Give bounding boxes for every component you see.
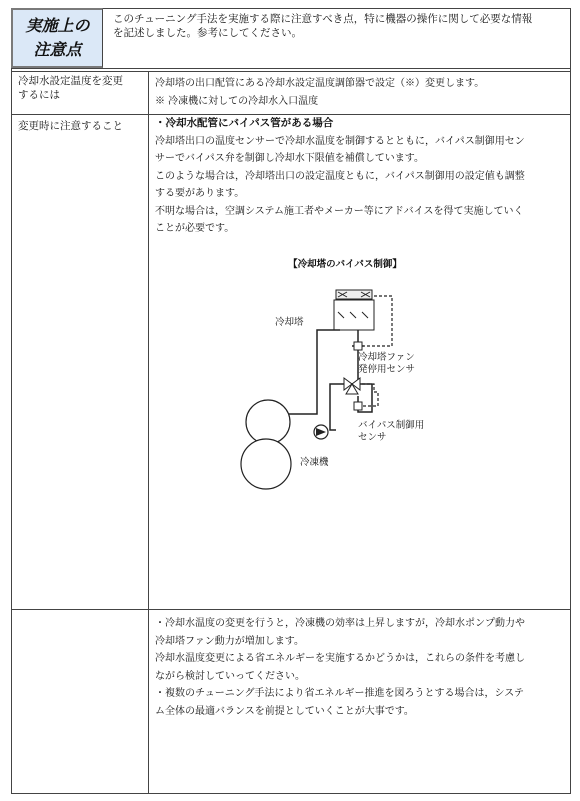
fan-sensor-label [358, 352, 415, 376]
caution-line: する要があります。 [155, 188, 245, 199]
fan-sensor-label-line2: 発停用センサ [358, 364, 416, 375]
bypass-sensor-label-line2: センサ [358, 432, 387, 443]
row-label-setting-line1: 冷却水設定温度を変更 [18, 75, 123, 87]
caution-line: 不明な場合は，空調システム施工者やメーカー等にアドバイスを得て実施していく [155, 205, 524, 217]
pump-icon [314, 425, 328, 439]
notes-line: ながら検討していってください。 [155, 670, 305, 682]
chiller-label: 冷凍機 [300, 457, 329, 468]
cooling-tower-label: 冷却塔 [275, 317, 304, 328]
row-body-notes [155, 615, 525, 720]
cooling-tower-icon [334, 290, 374, 330]
row-label-setting-line2: するには [18, 89, 60, 101]
caution-line: 冷却塔出口の温度センサーで冷却水温度を制御するとともに，バイパス制御用セン [155, 135, 525, 147]
bypass-sensor-label-line1: バイパス制御用 [358, 420, 425, 431]
section-description-line2: を記述しました。参考にしてください。 [113, 27, 302, 39]
section-description-line1: このチューニング手法を実施する際に注意すべき点，特に機器の操作に関して必要な情報 [113, 13, 533, 25]
chiller-icon [241, 400, 291, 489]
notes-line: ・複数のチューニング手法により省エネルギー推進を図ろうとする場合は，システ [155, 688, 524, 699]
caution-line: ことが必要です。 [155, 223, 235, 234]
diagram-title: 【冷却塔のバイパス制御】 [288, 259, 402, 270]
bypass-sensor-label [358, 420, 424, 444]
bypass-valve-icon [344, 378, 360, 394]
fan-sensor-icon [354, 342, 362, 350]
fan-sensor-label-line1: 冷却塔ファン [358, 352, 415, 363]
caution-line: サーでバイパス弁を制御し冷却水下限値を補償しています。 [155, 153, 424, 164]
notes-line: 冷却塔ファン動力が増加します。 [155, 635, 304, 647]
notes-line: ・冷却水温度の変更を行うと，冷凍機の効率は上昇しますが，冷却水ポンプ動力や [155, 618, 525, 629]
notes-line: ム全体の最適バランスを前提としていくことが大事です。 [155, 705, 414, 717]
section-title-line1: 実施上の [25, 16, 90, 35]
setting-line1: 冷却塔の出口配管にある冷却水設定温度調節器で設定（※）変更します。 [155, 78, 485, 89]
notes-line: 冷却水温度変更による省エネルギーを実施するかどうかは，これらの条件を考慮し [155, 653, 525, 664]
setting-line2: ※ 冷凍機に対しての冷却水入口温度 [155, 95, 319, 107]
caution-line: このような場合は，冷却塔出口の設定温度ともに，バイパス制御用の設定値も調整 [155, 170, 525, 182]
control-signal-lines [362, 296, 392, 406]
row-label-caution: 変更時に注意すること [18, 120, 123, 132]
section-title-line2: 注意点 [33, 40, 82, 59]
caution-heading: ・冷却水配管にバイパス管がある場合 [155, 117, 334, 129]
bypass-sensor-icon [354, 402, 362, 410]
